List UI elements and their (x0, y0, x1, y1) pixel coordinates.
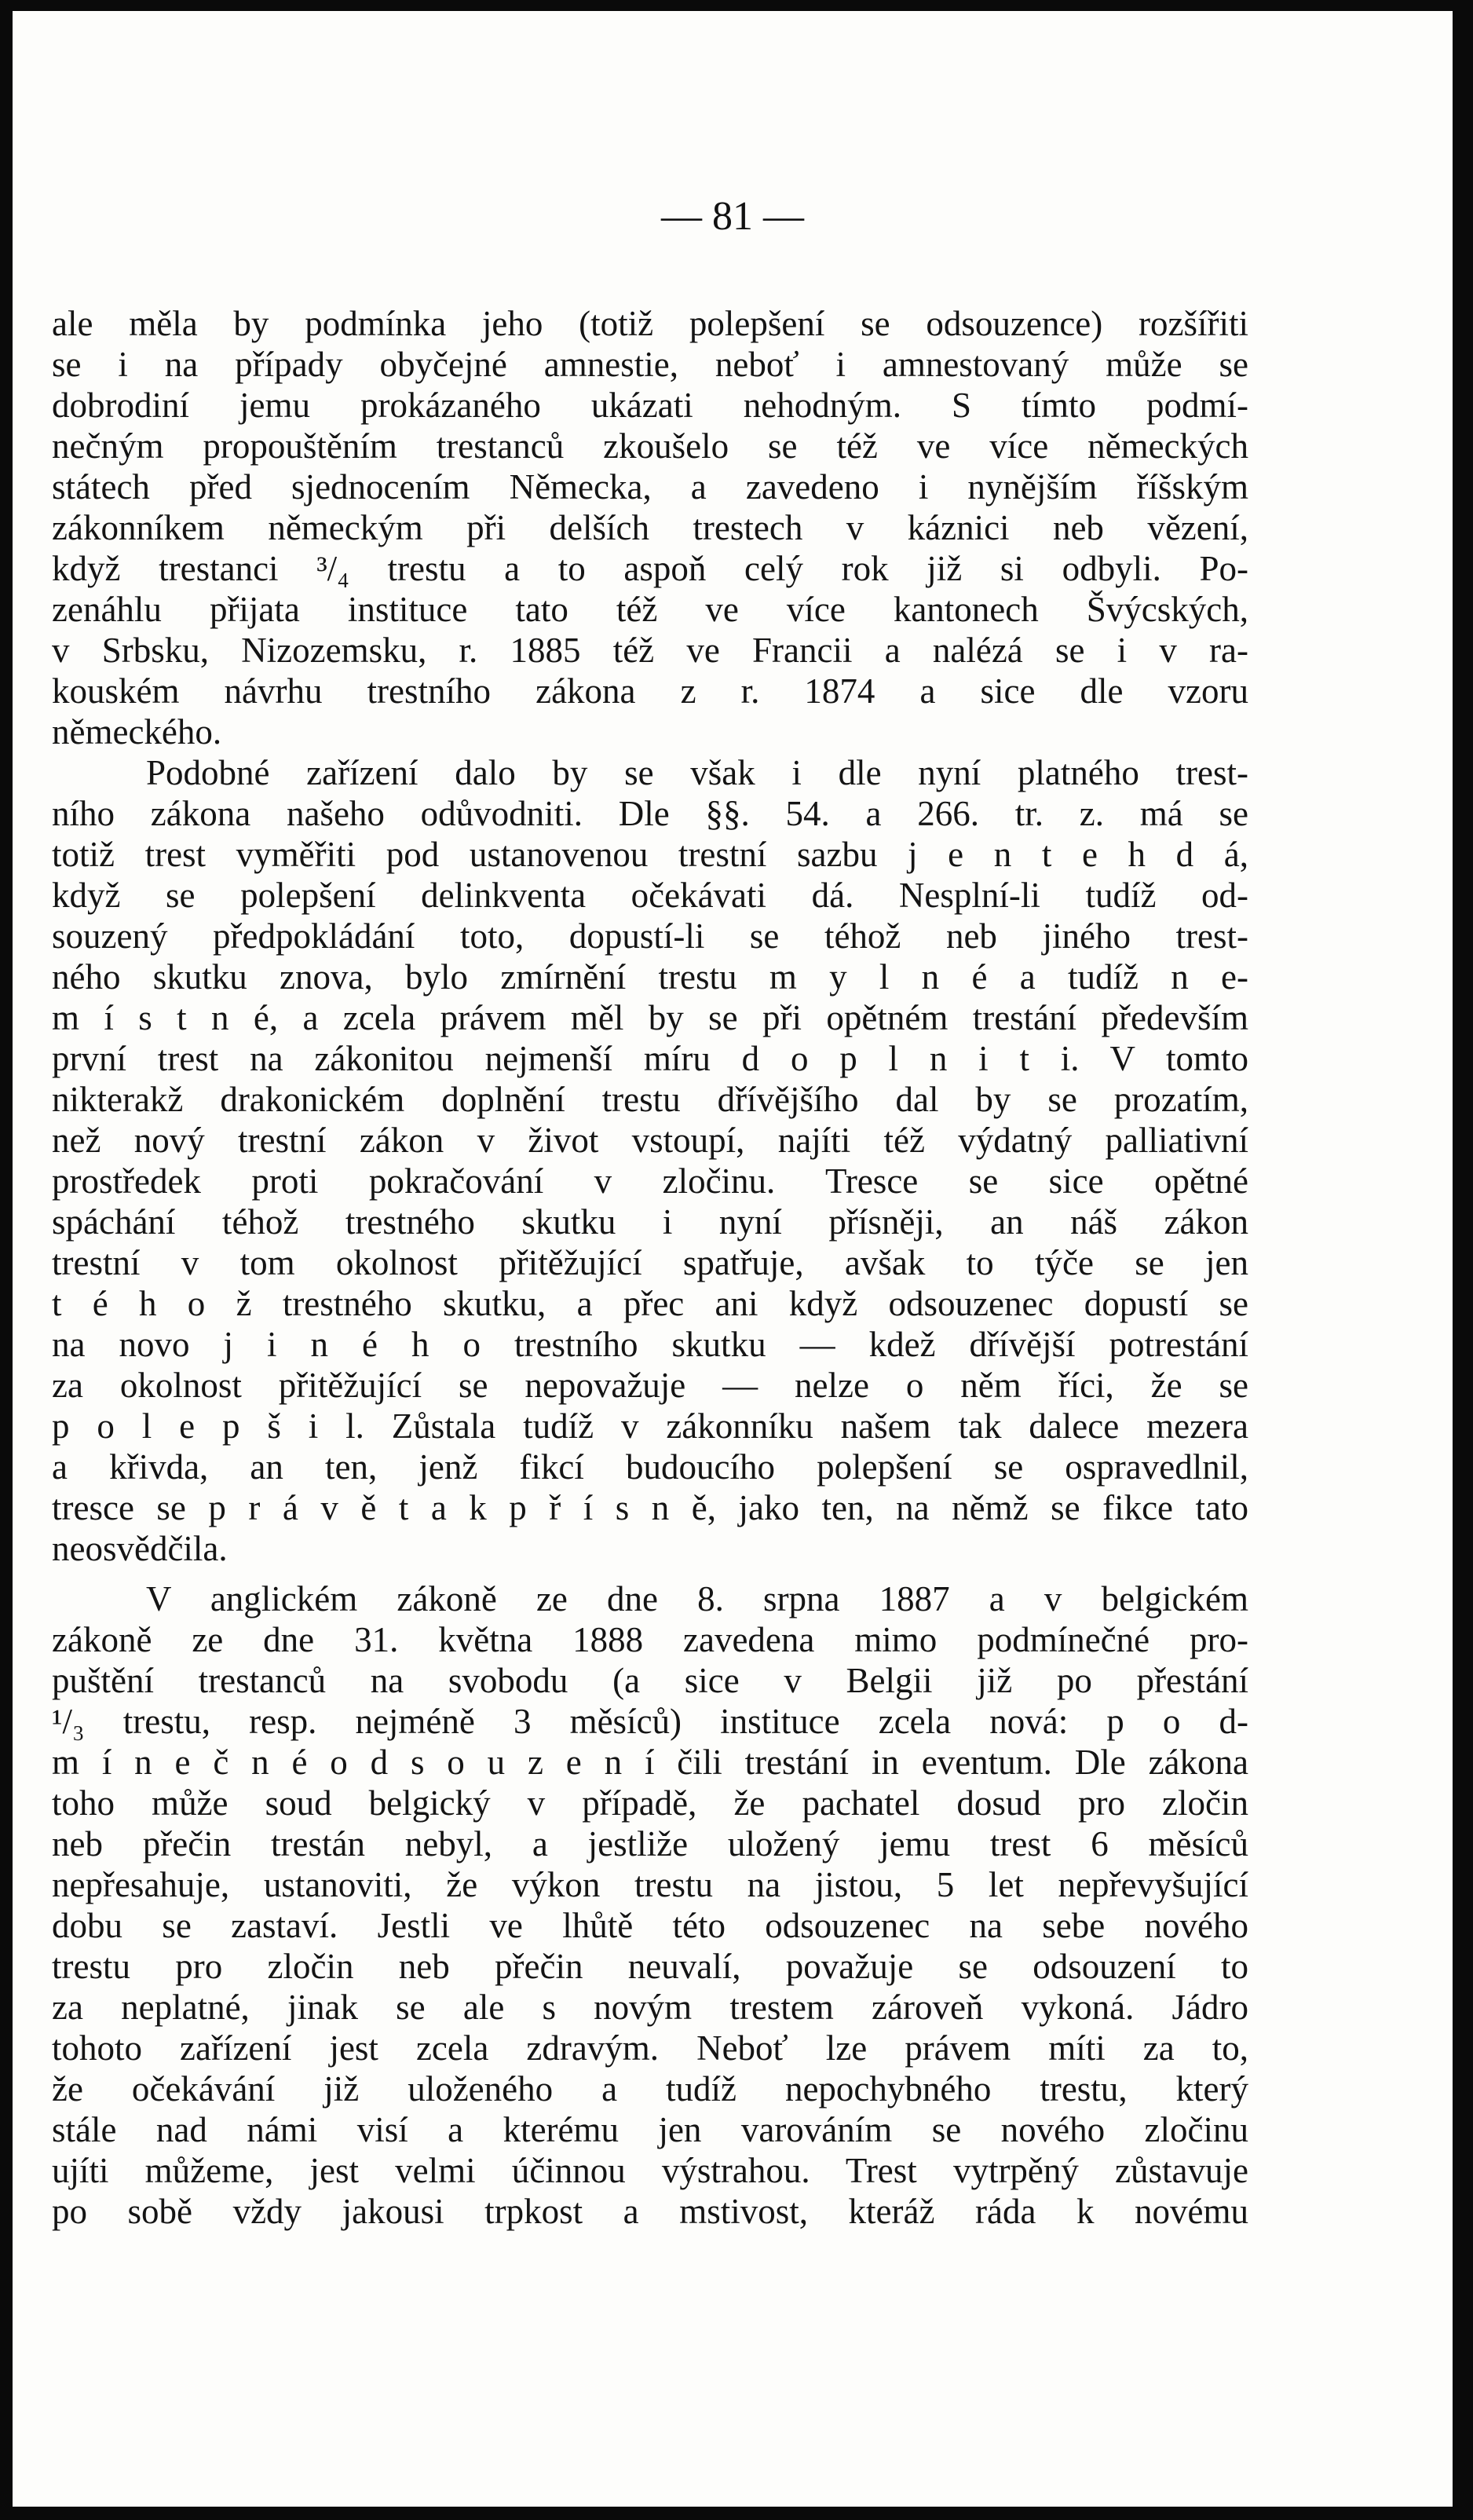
text-line: se i na případy obyčejné amnestie, neboť i amnestovaný může se (52, 345, 1248, 384)
text-line: m í s t n é, a zcela právem měl by se při opětném trestání především (52, 998, 1248, 1037)
text-line: totiž trest vyměřiti pod ustanovenou trestní sazbu j e n t e h d á, (52, 835, 1248, 874)
text-line: zákonníkem německým při delších trestech v káznici neb vězení, (52, 508, 1248, 547)
text-line: státech před sjednocením Německa, a zavedeno i nynějším říšským (52, 467, 1248, 507)
text-line: ného skutku znova, bylo zmírnění trestu m y l n é a tudíž n e- (52, 957, 1248, 997)
text-line: na novo j i n é h o trestního skutku — kdež dřívější potrestání (52, 1325, 1248, 1364)
text-line: německého. (52, 712, 222, 752)
text-line: nikterakž drakonickém doplnění trestu dřívějšího dal by se prozatím, (52, 1080, 1248, 1119)
page-number: — 81 — (661, 194, 804, 239)
text-line: toho může soud belgický v případě, že pachatel dosud pro zločin (52, 1783, 1248, 1823)
text-line: kouském návrhu trestního zákona z r. 1874 a sice dle vzoru (52, 671, 1248, 711)
text-line: neb přečin trestán nebyl, a jestliže uložený jemu trest 6 měsíců (52, 1824, 1248, 1863)
text-line: zenáhlu přijata instituce tato též ve více kantonech Švýcských, (52, 590, 1248, 629)
text-line: když trestanci ³/₄ trestu a to aspoň celý rok již si odbyli. Po- (52, 549, 1248, 588)
text-line: spáchání téhož trestného skutku i nyní přísněji, an náš zákon (52, 1202, 1248, 1242)
text-line: že očekávání již uloženého a tudíž nepochybného trestu, který (52, 2069, 1248, 2109)
text-line: Podobné zařízení dalo by se však i dle nyní platného trest- (146, 753, 1248, 792)
text-line: tohoto zařízení jest zcela zdravým. Neboť lze právem míti za to, (52, 2028, 1248, 2068)
book-page (13, 11, 1453, 2507)
text-line: za neplatné, jinak se ale s novým trestem zároveň vykoná. Jádro (52, 1988, 1248, 2027)
text-line: než nový trestní zákon v život vstoupí, najíti též výdatný palliativní (52, 1121, 1248, 1160)
text-line: ale měla by podmínka jeho (totiž polepšení se odsouzence) rozšířiti (52, 304, 1248, 343)
text-line: první trest na zákonitou nejmenší míru d o p l n i t i. V tomto (52, 1039, 1248, 1078)
text-line: ¹/₃ trestu, resp. nejméně 3 měsíců) instituce zcela nová: p o d- (52, 1702, 1248, 1741)
text-line: když se polepšení delinkventa očekávati dá. Nesplní-li tudíž od- (52, 876, 1248, 915)
text-line: dobrodiní jemu prokázaného ukázati nehodným. S tímto podmí- (52, 386, 1248, 425)
text-line: trestní v tom okolnost přitěžující spatřuje, avšak to týče se jen (52, 1243, 1248, 1282)
text-line: dobu se zastaví. Jestli ve lhůtě této odsouzenec na sebe nového (52, 1906, 1248, 1945)
text-line: nepřesahuje, ustanoviti, že výkon trestu na jistou, 5 let nepřevyšující (52, 1865, 1248, 1904)
text-line: neosvědčila. (52, 1529, 228, 1568)
text-line: nečným propouštěním trestanců zkoušelo se též ve více německých (52, 426, 1248, 466)
text-line: ního zákona našeho odůvodniti. Dle §§. 54. a 266. tr. z. má se (52, 794, 1248, 833)
text-line: tresce se p r á v ě t a k p ř í s n ě, jako ten, na němž se fikce tato (52, 1488, 1248, 1527)
text-line: souzený předpokládání toto, dopustí-li se téhož neb jiného trest- (52, 916, 1248, 956)
text-line: zákoně ze dne 31. května 1888 zavedena mimo podmínečné pro- (52, 1620, 1248, 1659)
text-line: stále nad námi visí a kterému jen varováním se nového zločinu (52, 2110, 1248, 2149)
text-line: ujíti můžeme, jest velmi účinnou výstrahou. Trest vytrpěný zůstavuje (52, 2151, 1248, 2190)
text-line: puštění trestanců na svobodu (a sice v Belgii již po přestání (52, 1661, 1248, 1700)
text-line: trestu pro zločin neb přečin neuvalí, považuje se odsouzení to (52, 1947, 1248, 1986)
text-line: t é h o ž trestného skutku, a přec ani když odsouzenec dopustí se (52, 1284, 1248, 1323)
text-line: po sobě vždy jakousi trpkost a mstivost, kteráž ráda k novému (52, 2192, 1248, 2231)
text-line: v Srbsku, Nizozemsku, r. 1885 též ve Francii a nalézá se i v ra- (52, 631, 1248, 670)
text-line: p o l e p š i l. Zůstala tudíž v zákonníku našem tak dalece mezera (52, 1406, 1248, 1446)
text-line: za okolnost přitěžující se nepovažuje — nelze o něm říci, že se (52, 1366, 1248, 1405)
text-line: V anglickém zákoně ze dne 8. srpna 1887 a v belgickém (146, 1579, 1248, 1618)
text-line: m í n e č n é o d s o u z e n í čili trestání in eventum. Dle zákona (52, 1743, 1248, 1782)
text-line: a křivda, an ten, jenž fikcí budoucího polepšení se ospravedlnil, (52, 1447, 1248, 1487)
text-line: prostředek proti pokračování v zločinu. Tresce se sice opětné (52, 1161, 1248, 1201)
